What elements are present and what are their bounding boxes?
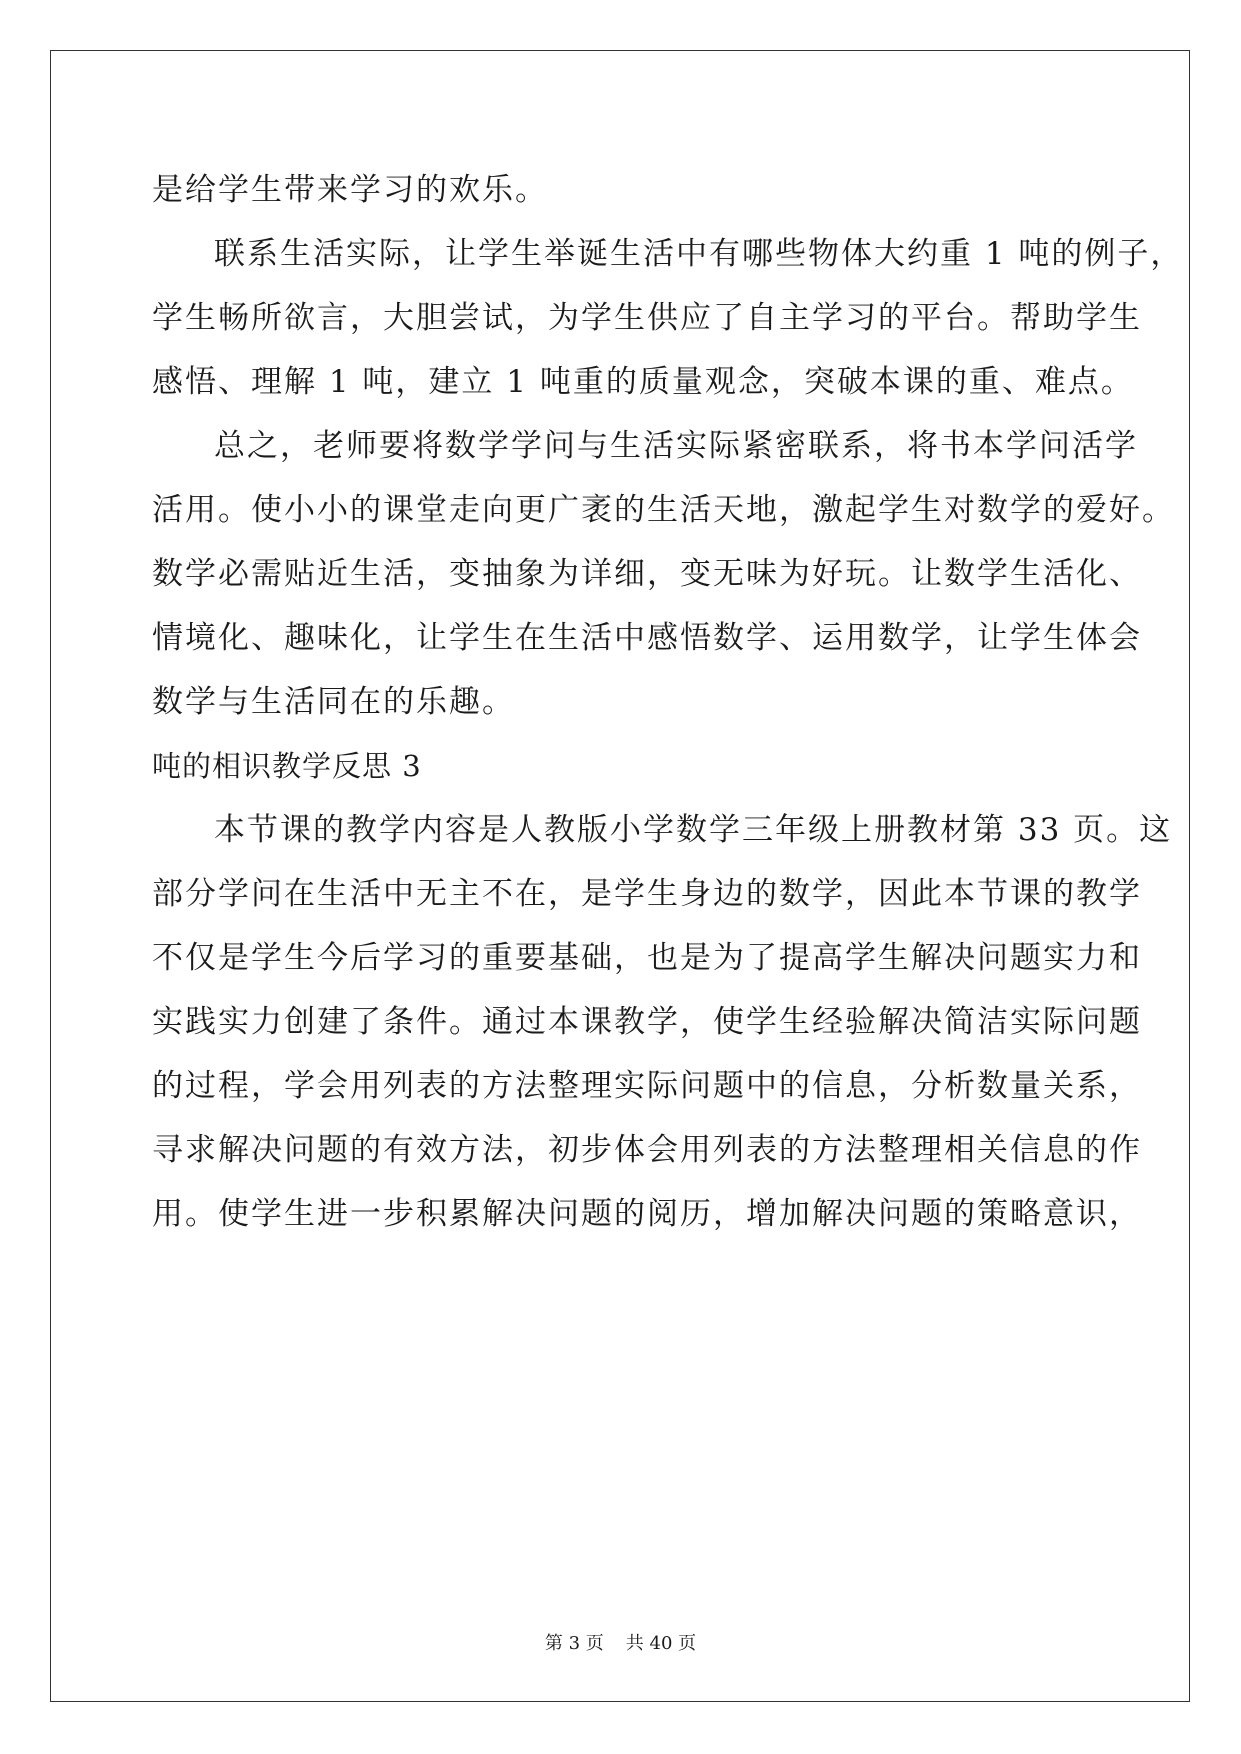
section-heading: 吨的相识教学反思 3 bbox=[152, 749, 422, 783]
paragraph-line: 感悟、理解 1 吨，建立 1 吨重的质量观念，突破本课的重、难点。 bbox=[152, 364, 1134, 400]
paragraph-line: 总之，老师要将数学学问与生活实际紧密联系，将书本学问活学 bbox=[214, 428, 1138, 464]
paragraph-line: 学生畅所欲言，大胆尝试，为学生供应了自主学习的平台。帮助学生 bbox=[152, 300, 1142, 336]
page-footer bbox=[0, 1632, 1241, 1656]
paragraph-line: 是给学生带来学习的欢乐。 bbox=[152, 172, 548, 208]
paragraph-line: 实践实力创建了条件。通过本课教学，使学生经验解决简洁实际问题 bbox=[152, 1004, 1142, 1040]
page-number: 第 3 页 bbox=[544, 1633, 604, 1654]
paragraph-line: 寻求解决问题的有效方法，初步体会用列表的方法整理相关信息的作 bbox=[152, 1132, 1142, 1168]
paragraph-line: 的过程，学会用列表的方法整理实际问题中的信息，分析数量关系， bbox=[152, 1068, 1142, 1104]
paragraph-line: 联系生活实际，让学生举诞生活中有哪些物体大约重 1 吨的例子， bbox=[214, 236, 1184, 272]
document-body bbox=[152, 158, 1184, 1246]
paragraph-line: 情境化、趣味化，让学生在生活中感悟数学、运用数学，让学生体会 bbox=[152, 620, 1142, 656]
paragraph-line: 数学必需贴近生活，变抽象为详细，变无味为好玩。让数学生活化、 bbox=[152, 556, 1142, 592]
page-total: 共 40 页 bbox=[625, 1633, 697, 1654]
paragraph-line: 不仅是学生今后学习的重要基础，也是为了提高学生解决问题实力和 bbox=[152, 940, 1142, 976]
paragraph-line: 本节课的教学内容是人教版小学数学三年级上册教材第 33 页。这 bbox=[214, 812, 1173, 848]
paragraph-line: 活用。使小小的课堂走向更广袤的生活天地，激起学生对数学的爱好。 bbox=[152, 492, 1175, 528]
paragraph-line: 用。使学生进一步积累解决问题的阅历，增加解决问题的策略意识， bbox=[152, 1196, 1142, 1232]
paragraph-line: 数学与生活同在的乐趣。 bbox=[152, 684, 515, 720]
paragraph-line: 部分学问在生活中无主不在，是学生身边的数学，因此本节课的教学 bbox=[152, 876, 1142, 912]
